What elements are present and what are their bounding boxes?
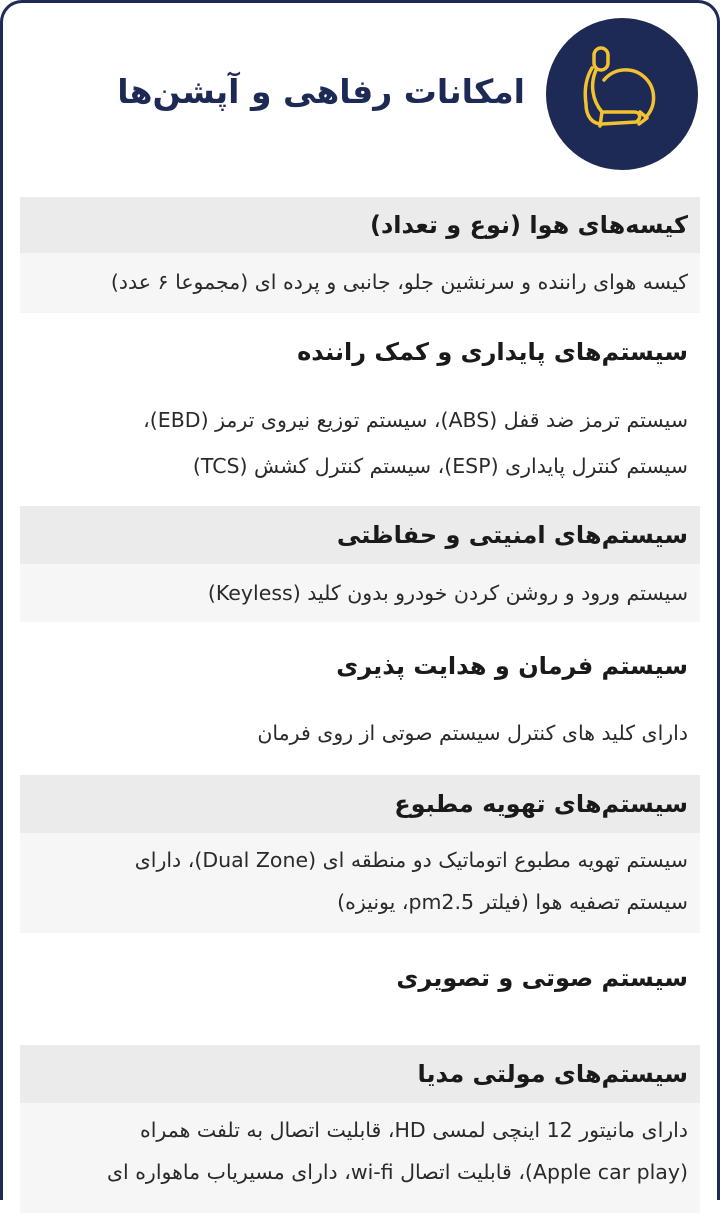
body-line: سیستم تصفیه هوا (فیلتر pm2.5، یونیزه) xyxy=(337,890,688,914)
body-line: سیستم ورود و روشن کردن خودرو بدون کلید (Keyless) xyxy=(207,581,688,605)
section-title-steering: سیستم فرمان و هدایت پذیری xyxy=(336,652,688,680)
section-body-security xyxy=(20,564,700,622)
section-title-security: سیستم‌های امنیتی و حفاظتی xyxy=(20,506,700,564)
car-seat-icon xyxy=(546,18,698,170)
section-title-multimedia: سیستم‌های مولتی مدیا xyxy=(20,1045,700,1103)
section-title-climate: سیستم‌های تهویه مطبوع xyxy=(20,775,700,833)
section-title-airbags: کیسه‌های هوا (نوع و تعداد) xyxy=(20,197,700,253)
section-body-multimedia xyxy=(20,1103,700,1213)
body-line: سیستم تهویه مطبوع اتوماتیک دو منطقه ای (Dual Zone)، دارای xyxy=(134,848,688,872)
body-line: دارای کلید های کنترل سیستم صوتی از روی فرمان xyxy=(257,721,688,745)
section-body-airbags xyxy=(20,253,700,313)
page-title: امکانات رفاهی و آپشن‌ها xyxy=(117,72,525,111)
section-body-steering xyxy=(20,710,700,775)
spec-list xyxy=(20,197,700,1213)
section-body-stability xyxy=(20,391,700,506)
body-line: دارای مانیتور 12 اینچی لمسی HD، قابلیت اتصال به تلفت همراه xyxy=(140,1118,688,1142)
section-title-audio: سیستم صوتی و تصویری xyxy=(396,964,688,992)
section-title-stability: سیستم‌های پایداری و کمک راننده xyxy=(297,338,688,366)
body-line: کیسه هوای راننده و سرنشین جلو، جانبی و پرده ای (مجموعا ۶ عدد) xyxy=(110,270,688,294)
section-header xyxy=(0,0,720,190)
body-line: سیستم ترمز ضد قفل (ABS)، سیستم توزیع نیروی ترمز (EBD)، xyxy=(143,408,688,432)
section-spacer xyxy=(20,1023,700,1045)
body-line: سیستم کنترل پایداری (ESP)، سیستم کنترل کشش (TCS) xyxy=(192,454,688,478)
body-line: (Apple car play)، قابلیت اتصال wi-fi، دارای مسیریاب ماهواره ای xyxy=(106,1160,688,1184)
section-body-climate xyxy=(20,833,700,933)
